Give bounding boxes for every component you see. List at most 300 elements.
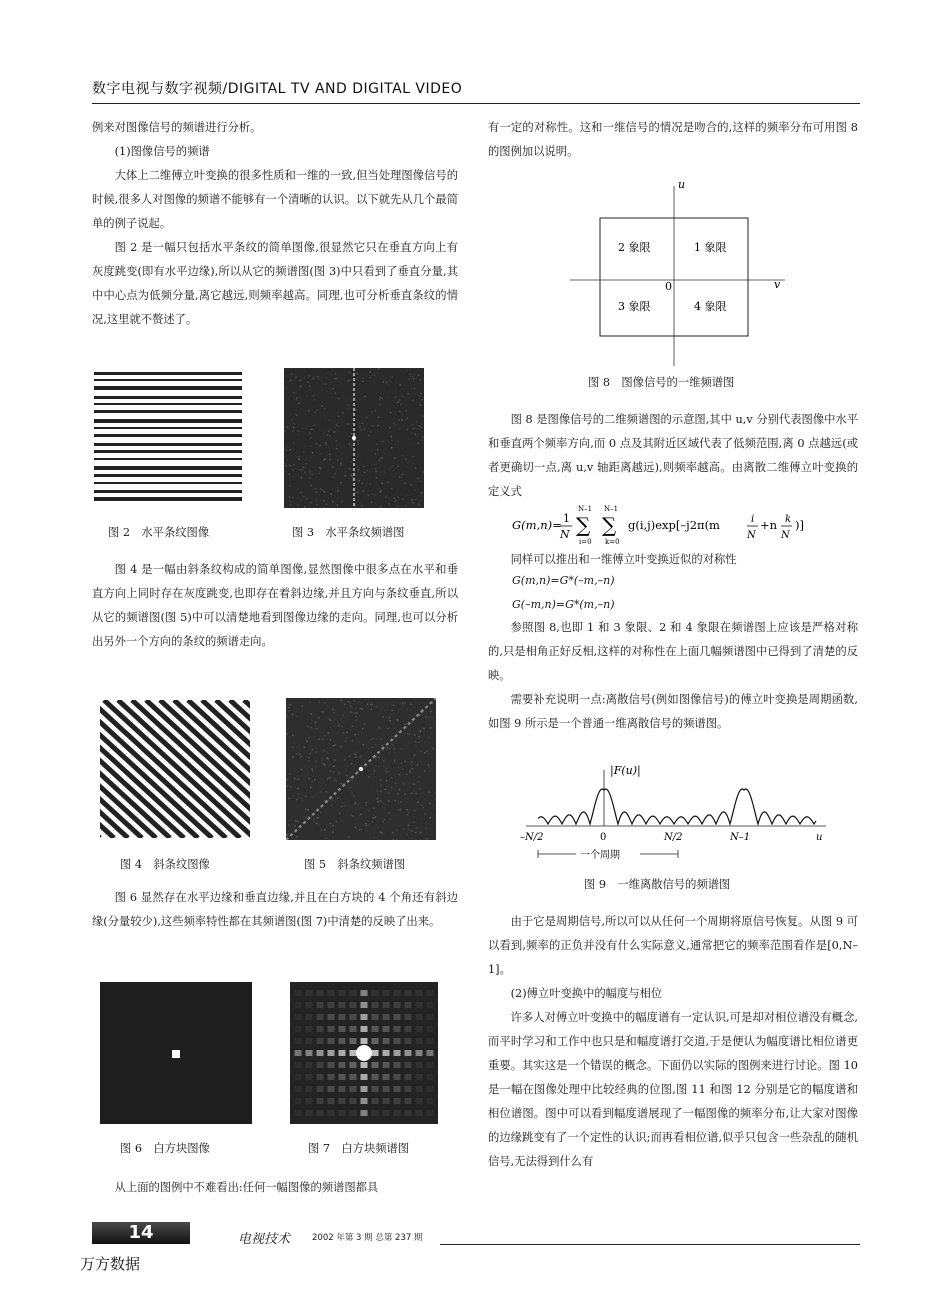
noise-dot	[363, 819, 365, 821]
noise-dot	[394, 800, 396, 802]
noise-dot	[318, 501, 320, 503]
noise-dot	[410, 395, 412, 397]
noise-dot	[301, 769, 303, 771]
noise-dot	[415, 430, 417, 432]
noise-dot	[420, 383, 422, 385]
noise-dot	[304, 400, 306, 402]
period-label: 一个周期	[580, 850, 620, 861]
noise-dot	[293, 423, 295, 425]
sum2-bottom: k=0	[605, 538, 620, 546]
noise-dot	[392, 794, 394, 796]
noise-dot	[377, 449, 379, 451]
noise-dot	[403, 829, 405, 831]
noise-dot	[399, 774, 401, 776]
noise-dot	[398, 419, 400, 421]
noise-dot	[341, 806, 343, 808]
noise-dot	[388, 503, 390, 505]
noise-dot	[329, 459, 331, 461]
noise-dot	[320, 468, 322, 470]
noise-dot	[329, 454, 331, 456]
noise-dot	[361, 783, 363, 785]
noise-dot	[352, 793, 354, 795]
noise-dot	[375, 744, 377, 746]
noise-dot	[308, 726, 310, 728]
noise-dot	[383, 376, 385, 378]
noise-dot	[386, 382, 388, 384]
figure-6-white-square	[100, 982, 252, 1124]
formula-symmetry-2: G(–m,n)=G*(m,–n)	[512, 598, 615, 611]
noise-dot	[435, 764, 436, 766]
noise-dot	[397, 793, 399, 795]
noise-dot	[332, 501, 334, 503]
sinc-lobe	[427, 1098, 434, 1104]
noise-dot	[422, 416, 424, 418]
sinc-lobe	[306, 990, 313, 996]
noise-dot	[369, 825, 371, 827]
caption-fig6: 图 6 白方块图像	[120, 1142, 210, 1155]
noise-dot	[331, 488, 333, 490]
noise-dot	[294, 503, 296, 505]
noise-dot	[332, 477, 334, 479]
noise-dot	[375, 453, 377, 455]
noise-dot	[418, 781, 420, 783]
noise-dot	[430, 799, 432, 801]
noise-dot	[289, 485, 291, 487]
noise-dot	[289, 496, 291, 498]
noise-dot	[396, 505, 398, 507]
noise-dot	[322, 711, 324, 713]
noise-dot	[332, 781, 334, 783]
noise-dot	[412, 786, 414, 788]
noise-dot	[290, 501, 292, 503]
noise-dot	[330, 382, 332, 384]
noise-dot	[434, 758, 436, 760]
noise-dot	[401, 454, 403, 456]
noise-dot	[318, 701, 320, 703]
noise-dot	[350, 802, 352, 804]
noise-dot	[345, 409, 347, 411]
noise-dot	[334, 421, 336, 423]
noise-dot	[422, 373, 424, 375]
noise-dot	[290, 810, 292, 812]
noise-dot	[361, 505, 363, 507]
noise-dot	[299, 459, 301, 461]
noise-dot	[419, 706, 421, 708]
noise-dot	[407, 429, 409, 431]
noise-dot	[398, 809, 400, 811]
noise-dot	[345, 475, 347, 477]
noise-dot	[374, 837, 376, 839]
noise-dot	[377, 455, 379, 457]
noise-dot	[398, 767, 400, 769]
noise-dot	[430, 727, 432, 729]
noise-dot	[413, 784, 415, 786]
noise-dot	[351, 475, 353, 477]
noise-dot	[325, 383, 327, 385]
noise-dot	[327, 732, 329, 734]
noise-dot	[350, 814, 352, 816]
noise-dot	[334, 378, 336, 380]
noise-dot	[334, 431, 336, 433]
noise-dot	[292, 734, 294, 736]
noise-dot	[380, 430, 382, 432]
noise-dot	[404, 419, 406, 421]
noise-dot	[434, 771, 436, 773]
noise-dot	[406, 774, 408, 776]
noise-dot	[378, 488, 380, 490]
noise-dot	[406, 461, 408, 463]
noise-dot	[293, 420, 295, 422]
noise-dot	[388, 801, 390, 803]
noise-dot	[323, 377, 325, 379]
noise-dot	[301, 822, 303, 824]
noise-dot	[377, 729, 379, 731]
noise-dot	[377, 373, 379, 375]
noise-dot	[400, 801, 402, 803]
sinc-lobe	[383, 1062, 390, 1068]
noise-dot	[401, 419, 403, 421]
formula-plus-n: +n	[760, 518, 778, 532]
noise-dot	[321, 789, 323, 791]
noise-dot	[436, 799, 437, 801]
sinc-lobe	[339, 1050, 346, 1056]
noise-dot	[315, 386, 317, 388]
noise-dot	[426, 750, 428, 752]
noise-dot	[321, 829, 323, 831]
sum1-sigma: ∑	[576, 513, 591, 537]
noise-dot	[385, 721, 387, 723]
noise-dot	[393, 727, 395, 729]
noise-dot	[379, 404, 381, 406]
noise-dot	[433, 716, 435, 718]
noise-dot	[374, 410, 376, 412]
noise-dot	[294, 825, 296, 827]
sinc-lobe	[306, 1038, 313, 1044]
quadrant-1-label: 1 象限	[694, 241, 727, 254]
noise-dot	[429, 835, 431, 837]
noise-dot	[394, 457, 396, 459]
stripe	[94, 396, 242, 399]
noise-dot	[374, 770, 376, 772]
sinc-lobe	[328, 1086, 335, 1092]
noise-dot	[384, 472, 386, 474]
noise-dot	[300, 374, 302, 376]
noise-dot	[383, 766, 385, 768]
i-frac-den: N	[747, 530, 756, 541]
noise-dot	[325, 442, 327, 444]
noise-dot	[421, 751, 423, 753]
sinc-lobe	[361, 1074, 368, 1080]
noise-dot	[381, 717, 383, 719]
noise-dot	[388, 383, 390, 385]
noise-dot	[316, 728, 318, 730]
noise-dot	[415, 711, 417, 713]
noise-dot	[392, 744, 394, 746]
noise-dot	[367, 470, 369, 472]
noise-dot	[401, 748, 403, 750]
sinc-lobe	[416, 1086, 423, 1092]
noise-dot	[364, 472, 366, 474]
noise-dot	[406, 467, 408, 469]
noise-dot	[362, 701, 364, 703]
noise-dot	[296, 753, 298, 755]
noise-dot	[407, 814, 409, 816]
sinc-lobe	[295, 1014, 302, 1020]
caption-fig3: 图 3 水平条纹频谱图	[292, 526, 405, 539]
formula-dft-definition	[512, 502, 832, 548]
sinc-lobe	[328, 1002, 335, 1008]
noise-dot	[371, 743, 373, 745]
sinc-lobe	[350, 1062, 357, 1068]
noise-dot	[340, 464, 342, 466]
sinc-lobe	[306, 1050, 313, 1056]
noise-dot	[375, 468, 377, 470]
noise-dot	[378, 797, 380, 799]
noise-dot	[324, 750, 326, 752]
noise-dot	[333, 401, 335, 403]
sinc-lobe	[306, 1110, 313, 1116]
noise-dot	[374, 789, 376, 791]
noise-dot	[286, 716, 288, 718]
noise-dot	[348, 404, 350, 406]
sinc-lobe	[361, 1002, 368, 1008]
paragraph: 大体上二维傅立叶变换的很多性质和一维的一致,但当处理图像信号的时候,很多人对图像的频谱不能够有一个清晰的认识。以下就先从几个最简单的例子说起。	[92, 169, 458, 230]
noise-dot	[412, 400, 414, 402]
noise-dot	[308, 716, 310, 718]
noise-dot	[422, 713, 424, 715]
noise-dot	[326, 757, 328, 759]
noise-dot	[362, 381, 364, 383]
sinc-lobe	[372, 990, 379, 996]
noise-dot	[300, 819, 302, 821]
paragraph: 例来对图像信号的频谱进行分析。	[92, 121, 262, 134]
noise-dot	[342, 412, 344, 414]
noise-dot	[420, 832, 422, 834]
noise-dot	[393, 772, 395, 774]
noise-dot	[362, 443, 364, 445]
noise-dot	[380, 491, 382, 493]
noise-dot	[286, 375, 288, 377]
noise-dot	[338, 430, 340, 432]
noise-dot	[420, 481, 422, 483]
noise-dot	[289, 819, 291, 821]
noise-dot	[415, 754, 417, 756]
noise-dot	[336, 503, 338, 505]
noise-dot	[334, 759, 336, 761]
sinc-lobe	[394, 1038, 401, 1044]
noise-dot	[352, 725, 354, 727]
noise-dot	[309, 477, 311, 479]
noise-dot	[358, 469, 360, 471]
noise-dot	[424, 770, 426, 772]
noise-dot	[359, 454, 361, 456]
noise-dot	[405, 505, 407, 507]
noise-dot	[399, 384, 401, 386]
noise-dot	[414, 801, 416, 803]
noise-dot	[296, 716, 298, 718]
noise-dot	[315, 751, 317, 753]
noise-dot	[320, 791, 322, 793]
stripe-group	[94, 372, 242, 501]
noise-dot	[390, 381, 392, 383]
formula-symmetry-1: G(m,n)=G*(–m,–n)	[512, 574, 615, 587]
noise-dot	[303, 496, 305, 498]
sinc-lobe	[383, 1098, 390, 1104]
page-number: 14	[92, 1222, 190, 1244]
noise-dot	[368, 435, 370, 437]
noise-dot	[286, 446, 288, 448]
noise-dot	[329, 777, 331, 779]
noise-dot	[372, 816, 374, 818]
noise-dot	[369, 483, 371, 485]
noise-dot	[380, 832, 382, 834]
noise-dot	[334, 427, 336, 429]
noise-dot	[309, 748, 311, 750]
noise-dot	[422, 436, 424, 438]
noise-dot	[391, 710, 393, 712]
noise-dot	[326, 751, 328, 753]
noise-dot	[368, 776, 370, 778]
noise-dot	[390, 466, 392, 468]
noise-dot	[421, 440, 423, 442]
figure-4-diagonal-stripes	[100, 700, 250, 838]
noise-dot	[297, 760, 299, 762]
noise-dot	[391, 447, 393, 449]
noise-dot	[349, 756, 351, 758]
noise-dot	[423, 471, 424, 473]
noise-dot	[321, 738, 323, 740]
noise-dot	[392, 395, 394, 397]
noise-dot	[400, 377, 402, 379]
noise-dot	[378, 368, 380, 370]
noise-dot	[351, 820, 353, 822]
sinc-lobe	[405, 990, 412, 996]
noise-dot	[355, 757, 357, 759]
noise-dot	[328, 447, 330, 449]
noise-dot	[313, 776, 315, 778]
noise-dot	[396, 829, 398, 831]
noise-dot	[404, 723, 406, 725]
caption-fig2: 图 2 水平条纹图像	[108, 526, 210, 539]
noise-dot	[324, 829, 326, 831]
sinc-lobe	[394, 1050, 401, 1056]
noise-dot	[400, 762, 402, 764]
caption-fig7: 图 7 白方块频谱图	[308, 1142, 410, 1155]
noise-dot	[389, 720, 391, 722]
noise-dot	[317, 817, 319, 819]
noise-dot	[326, 504, 328, 506]
noise-dot	[307, 809, 309, 811]
noise-dot	[310, 445, 312, 447]
noise-dot	[291, 733, 293, 735]
noise-dot	[361, 479, 363, 481]
noise-dot	[337, 743, 339, 745]
noise-dot	[388, 380, 390, 382]
noise-dot	[391, 777, 393, 779]
sinc-lobe	[317, 990, 324, 996]
noise-dot	[380, 805, 382, 807]
sinc-lobe	[383, 1110, 390, 1116]
noise-dot	[405, 493, 407, 495]
sinc-lobe	[317, 1014, 324, 1020]
noise-dot	[433, 806, 435, 808]
noise-dot	[309, 502, 311, 504]
noise-dot	[319, 467, 321, 469]
noise-dot	[348, 705, 350, 707]
formula-body: g(i,j)exp[–j2π(m	[628, 518, 720, 532]
noise-dot	[352, 780, 354, 782]
noise-dot	[400, 808, 402, 810]
noise-dot	[382, 441, 384, 443]
stripe	[94, 458, 242, 460]
noise-dot	[400, 373, 402, 375]
noise-dot	[305, 382, 307, 384]
sinc-lobe	[339, 1098, 346, 1104]
noise-dot	[419, 395, 421, 397]
noise-dot	[288, 824, 290, 826]
noise-dot	[361, 423, 363, 425]
noise-dot	[386, 780, 388, 782]
noise-dot	[415, 741, 417, 743]
noise-dot	[367, 417, 369, 419]
noise-dot	[351, 733, 353, 735]
noise-dot	[391, 377, 393, 379]
noise-dot	[414, 810, 416, 812]
noise-dot	[295, 458, 297, 460]
noise-dot	[329, 831, 331, 833]
noise-dot	[367, 704, 369, 706]
noise-dot	[394, 424, 396, 426]
noise-dot	[401, 727, 403, 729]
noise-dot	[331, 396, 333, 398]
noise-dot	[296, 399, 298, 401]
noise-dot	[421, 797, 423, 799]
noise-dot	[316, 429, 318, 431]
noise-dot	[380, 784, 382, 786]
noise-dot	[377, 425, 379, 427]
noise-dot	[418, 742, 420, 744]
noise-dot	[335, 773, 337, 775]
noise-dot	[419, 715, 421, 717]
noise-dot	[412, 502, 414, 504]
noise-dot	[327, 764, 329, 766]
noise-dot	[425, 716, 427, 718]
noise-dot	[395, 783, 397, 785]
noise-dot	[318, 738, 320, 740]
noise-dot	[289, 736, 291, 738]
noise-dot	[325, 749, 327, 751]
noise-dot	[354, 734, 356, 736]
noise-dot	[322, 820, 324, 822]
sinc-lobe	[339, 1062, 346, 1068]
noise-dot	[293, 427, 295, 429]
noise-dot	[312, 728, 314, 730]
noise-dot	[312, 770, 314, 772]
noise-dot	[310, 485, 312, 487]
noise-dot	[332, 799, 334, 801]
noise-dot	[337, 487, 339, 489]
sinc-lobe	[427, 1086, 434, 1092]
noise-dot	[385, 497, 387, 499]
noise-dot	[368, 495, 370, 497]
noise-dot	[319, 445, 321, 447]
noise-dot	[391, 488, 393, 490]
noise-dot	[379, 399, 381, 401]
noise-dot	[377, 801, 379, 803]
noise-dot	[284, 426, 286, 428]
noise-dot	[426, 813, 428, 815]
noise-dot	[332, 709, 334, 711]
